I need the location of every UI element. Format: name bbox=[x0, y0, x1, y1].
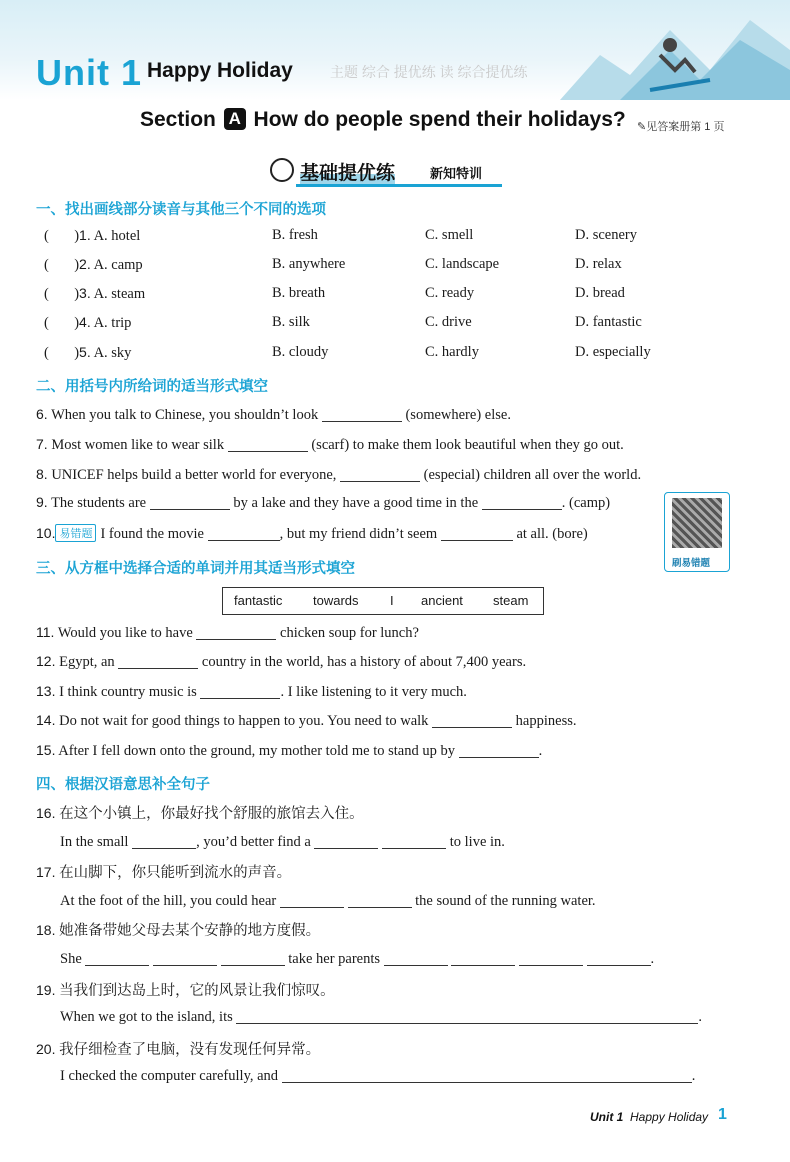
question-10: 10. 易错题 I found the movie , but my friend didn’t seem at all. (bore) bbox=[36, 525, 588, 542]
part3-heading: 三、从方框中选择合适的单词并用其适当形式填空 bbox=[36, 561, 355, 577]
answer-blank[interactable] bbox=[118, 655, 198, 669]
answer-blank[interactable] bbox=[282, 1069, 692, 1083]
question-6: 6. When you talk to Chinese, you shouldn’t look (somewhere) else. bbox=[36, 406, 511, 423]
part2-heading: 二、用括号内所给词的适当形式填空 bbox=[36, 379, 268, 395]
q4-option-d: D. fantastic bbox=[575, 314, 642, 330]
question-20-chinese: 20. 我仔细检查了电脑，没有发现任何异常。 bbox=[36, 1041, 321, 1058]
faded-header-text: 主题 综合 提优练 读 综合提优练 bbox=[330, 64, 528, 80]
answer-blank[interactable] bbox=[196, 626, 276, 640]
q2-option-c: C. landscape bbox=[425, 256, 500, 272]
answer-blank[interactable] bbox=[587, 952, 651, 966]
answer-blank[interactable] bbox=[441, 527, 513, 541]
question-15: 15. After I fell down onto the ground, my mother told me to stand up by . bbox=[36, 742, 543, 759]
q3-row: ( )3. A. steam bbox=[44, 285, 146, 302]
section-prefix: Section bbox=[140, 108, 216, 131]
answer-reference: ✎见答案册第 1 页 bbox=[637, 121, 725, 133]
error-prone-tag: 易错题 bbox=[55, 524, 96, 542]
unit-title: Happy Holiday bbox=[147, 59, 293, 82]
question-17-chinese: 17. 在山脚下，你只能听到流水的声音。 bbox=[36, 864, 292, 881]
q4-row: ( )4. A. trip bbox=[44, 314, 132, 331]
q4-option-b: B. silk bbox=[272, 314, 310, 330]
answer-blank[interactable] bbox=[340, 468, 420, 482]
answer-blank[interactable] bbox=[236, 1010, 698, 1024]
question-8: 8. UNICEF helps build a better world for everyone, (especial) children all over the world. bbox=[36, 466, 642, 483]
pencil-icon: ✎ bbox=[637, 121, 647, 133]
answer-blank[interactable] bbox=[85, 952, 149, 966]
q5-row: ( )5. A. sky bbox=[44, 344, 132, 361]
question-17: At the foot of the hill, you could hear the sound of the running water. bbox=[60, 893, 596, 909]
mountain-illustration bbox=[560, 0, 790, 100]
word-bank-item: I bbox=[390, 593, 394, 608]
q1-option-b: B. fresh bbox=[272, 227, 318, 243]
practice-underline bbox=[296, 184, 502, 187]
q2-option-b: B. anywhere bbox=[272, 256, 346, 272]
q5-option-c: C. hardly bbox=[425, 344, 479, 360]
answer-blank[interactable] bbox=[150, 496, 230, 510]
answer-blank[interactable] bbox=[432, 714, 512, 728]
q1-option-c: C. smell bbox=[425, 227, 474, 243]
unit-number: Unit 1 bbox=[36, 52, 143, 93]
word-bank-item: fantastic bbox=[234, 593, 283, 608]
answer-blank[interactable] bbox=[221, 952, 285, 966]
section-question: How do people spend their holidays? bbox=[253, 108, 626, 131]
answer-blank[interactable] bbox=[314, 835, 378, 849]
answer-blank[interactable] bbox=[384, 952, 448, 966]
practice-title: 基础提优练 bbox=[300, 158, 395, 185]
q2-row: ( )2. A. camp bbox=[44, 256, 143, 273]
question-19: When we got to the island, its . bbox=[60, 1009, 703, 1025]
practice-subtitle: 新知特训 bbox=[430, 166, 483, 181]
question-20: I checked the computer carefully, and . bbox=[60, 1068, 696, 1084]
q1-option-d: D. scenery bbox=[575, 227, 638, 243]
q1-row: ( )1. A. hotel bbox=[44, 227, 141, 244]
q5-option-d: D. especially bbox=[575, 344, 651, 360]
answer-blank[interactable] bbox=[208, 527, 280, 541]
answer-blank[interactable] bbox=[153, 952, 217, 966]
q2-option-d: D. relax bbox=[575, 256, 622, 272]
answer-blank[interactable] bbox=[482, 496, 562, 510]
q3-option-d: D. bread bbox=[575, 285, 625, 301]
section-title bbox=[140, 108, 626, 132]
page-footer: Unit 1 Happy Holiday bbox=[590, 1110, 709, 1124]
q4-option-c: C. drive bbox=[425, 314, 472, 330]
q3-option-c: C. ready bbox=[425, 285, 475, 301]
question-19-chinese: 19. 当我们到达岛上时，它的风景让我们惊叹。 bbox=[36, 982, 335, 999]
answer-blank[interactable] bbox=[280, 894, 344, 908]
answer-blank[interactable] bbox=[519, 952, 583, 966]
word-bank-item: ancient bbox=[421, 593, 463, 608]
question-11: 11. Would you like to have chicken soup for lunch? bbox=[36, 624, 419, 641]
question-18-chinese: 18. 她准备带她父母去某个安静的地方度假。 bbox=[36, 922, 321, 939]
question-13: 13. I think country music is . I like listening to it very much. bbox=[36, 683, 467, 700]
part1-heading: 一、找出画线部分读音与其他三个不同的选项 bbox=[36, 202, 326, 218]
answer-blank[interactable] bbox=[132, 835, 196, 849]
answer-blank[interactable] bbox=[382, 835, 446, 849]
q5-option-b: B. cloudy bbox=[272, 344, 329, 360]
word-bank-item: towards bbox=[313, 593, 359, 608]
page-number: 1 bbox=[718, 1106, 727, 1123]
question-12: 12. Egypt, an country in the world, has a history of about 7,400 years. bbox=[36, 653, 527, 670]
section-letter-badge: A bbox=[224, 108, 246, 130]
answer-blank[interactable] bbox=[459, 744, 539, 758]
question-16-chinese: 16. 在这个小镇上，你最好找个舒服的旅馆去入住。 bbox=[36, 805, 364, 822]
answer-blank[interactable] bbox=[451, 952, 515, 966]
rocket-icon bbox=[270, 158, 294, 182]
q3-option-b: B. breath bbox=[272, 285, 326, 301]
answer-blank[interactable] bbox=[348, 894, 412, 908]
answer-blank[interactable] bbox=[228, 438, 308, 452]
question-18: She take her parents . bbox=[60, 951, 655, 967]
qr-code-icon bbox=[672, 498, 722, 548]
part4-heading: 四、根据汉语意思补全句子 bbox=[36, 777, 210, 793]
answer-blank[interactable] bbox=[200, 685, 280, 699]
question-7: 7. Most women like to wear silk (scarf) to make them look beautiful when they go out. bbox=[36, 436, 624, 453]
question-16: In the small , you’d better find a to live in. bbox=[60, 834, 505, 850]
question-9: 9. The students are by a lake and they have a good time in the . (camp) bbox=[36, 494, 611, 511]
question-14: 14. Do not wait for good things to happen to you. You need to walk happiness. bbox=[36, 712, 577, 729]
answer-blank[interactable] bbox=[322, 408, 402, 422]
word-bank-item: steam bbox=[493, 593, 529, 608]
qr-label: 刷易错题 bbox=[672, 558, 711, 569]
